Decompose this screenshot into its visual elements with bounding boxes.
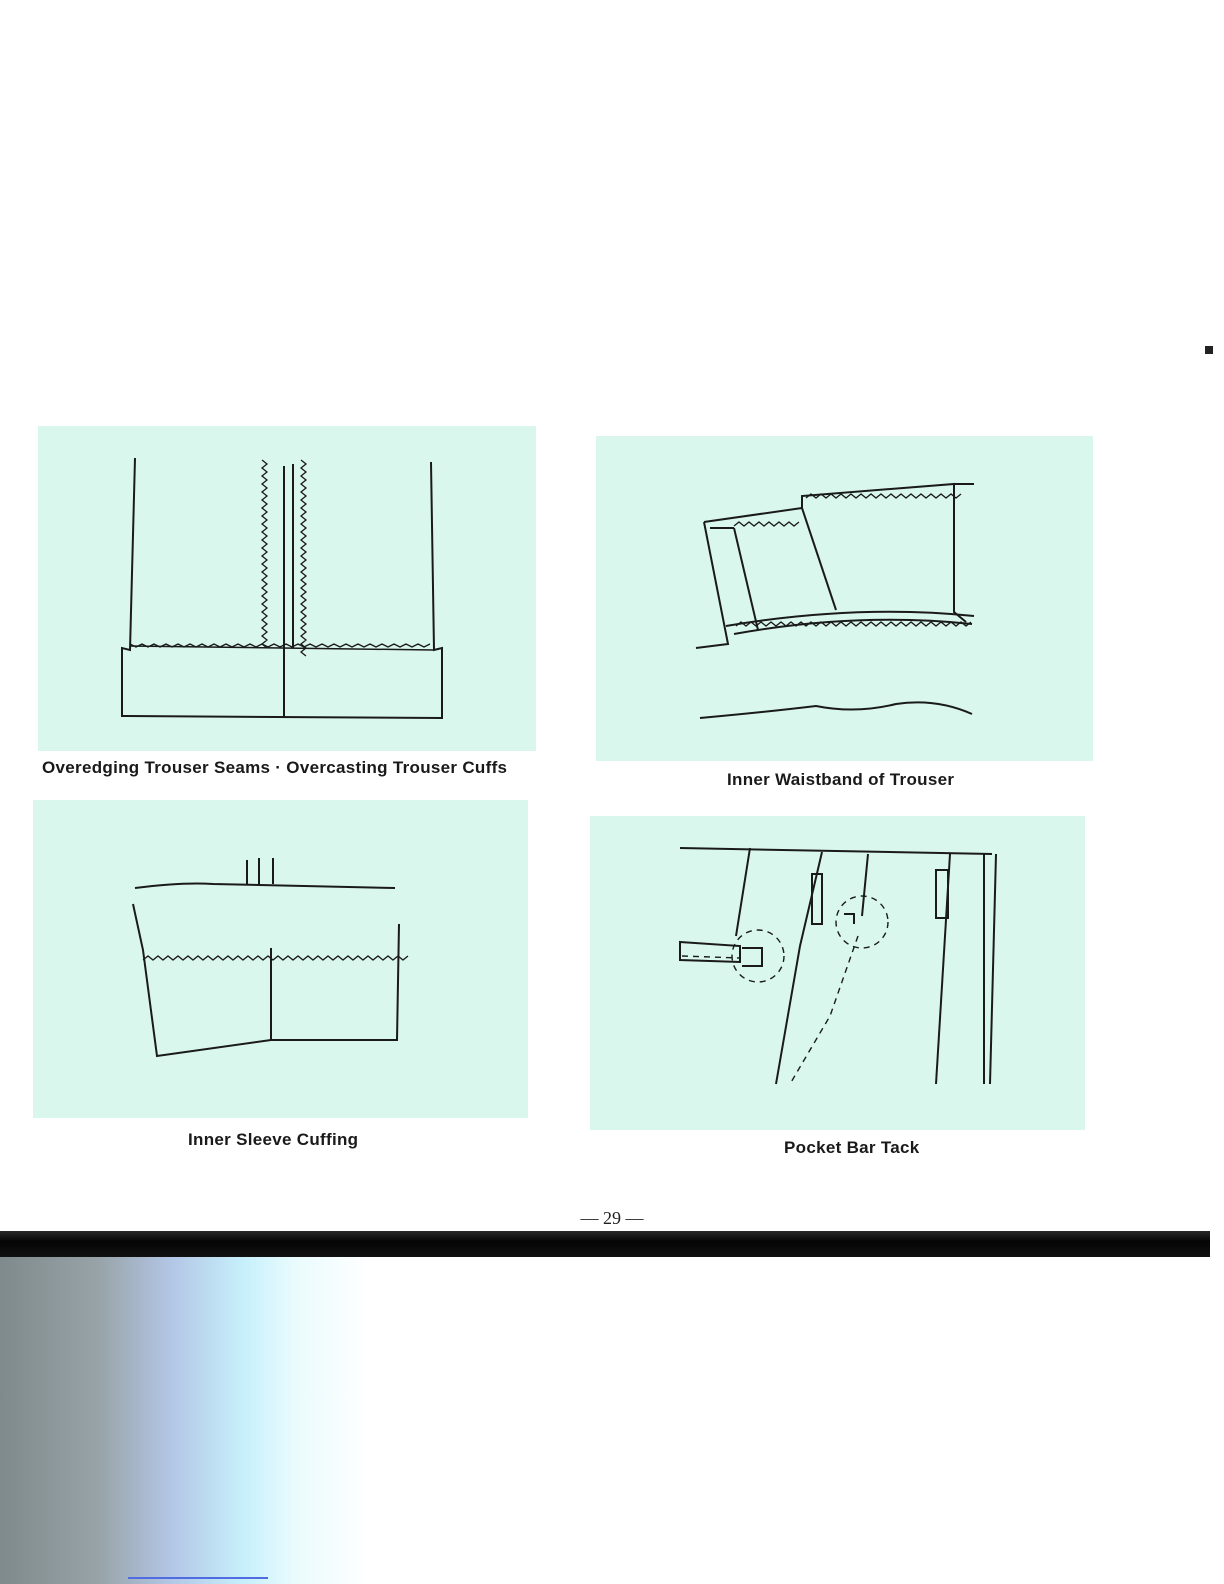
pocket-bar-tack-illustration (590, 816, 1085, 1130)
underline-mark (128, 1577, 268, 1579)
caption-inner-waistband: Inner Waistband of Trouser (727, 770, 955, 789)
page-number: — 29 — (580, 1208, 644, 1228)
figure-sleeve-cuffing (33, 800, 528, 1118)
caption-sleeve-cuffing: Inner Sleeve Cuffing (188, 1130, 359, 1149)
figure-pocket-bar-tack (590, 816, 1085, 1130)
page-edge-mark (1205, 346, 1213, 354)
figure-trouser-seams (38, 426, 536, 751)
sleeve-cuffing-illustration (33, 800, 528, 1118)
caption-trouser-seams: Overedging Trouser Seams · Overcasting Trouser Cuffs (42, 758, 508, 777)
binding-shadow (0, 1231, 1210, 1257)
caption-pocket-bar-tack: Pocket Bar Tack (784, 1138, 920, 1157)
figure-inner-waistband (596, 436, 1093, 761)
trouser-seams-illustration (38, 426, 536, 751)
waistband-illustration (596, 436, 1093, 761)
scan-background (0, 1257, 1224, 1584)
